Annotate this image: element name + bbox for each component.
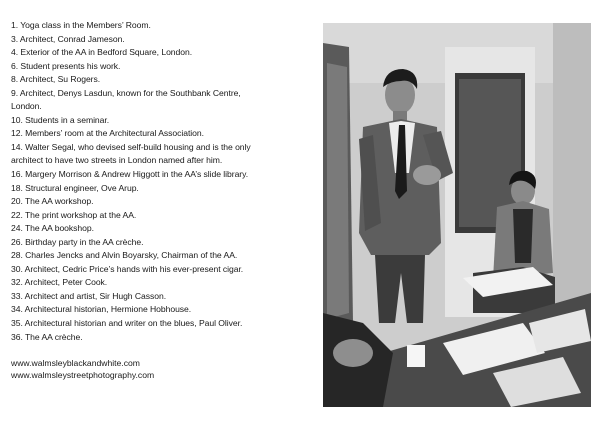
caption-list (11, 19, 311, 344)
caption-line: 36. The AA crèche. (11, 331, 83, 342)
chalkboard-face (327, 63, 349, 319)
caption-line: 6. Student presents his work. (11, 60, 121, 71)
caption-line: 3. Architect, Conrad Jameson. (11, 33, 125, 44)
caption-line: 30. Architect, Cedric Price’s hands with his ever-present cigar. (11, 263, 244, 274)
website-link-blackandwhite[interactable]: www.walmsleyblackandwhite.com (11, 358, 140, 368)
caption-line: London. (11, 101, 42, 112)
website-link-streetphotography[interactable]: www.walmsleystreetphotography.com (11, 369, 155, 380)
caption-line: 28. Charles Jencks and Alvin Boyarsky, Chairman of the AA. (11, 250, 238, 261)
caption-line: 16. Margery Morrison & Andrew Higgott in the AA’s slide library. (11, 169, 249, 180)
website-links (11, 358, 311, 381)
cup (407, 345, 425, 367)
caption-line: 24. The AA bookshop. (11, 223, 94, 234)
caption-line: 8. Architect, Su Rogers. (11, 74, 101, 85)
caption-line: architect to have two streets in London named after him. (11, 155, 223, 166)
caption-line: 18. Structural engineer, Ove Arup. (11, 182, 139, 193)
foreground-hands (333, 339, 373, 367)
caption-line: 20. The AA workshop. (11, 196, 94, 207)
caption-line: 4. Exterior of the AA in Bedford Square, London. (11, 47, 193, 58)
caption-line: 22. The print workshop at the AA. (11, 209, 137, 220)
photograph (323, 23, 591, 407)
caption-line: 26. Birthday party in the AA crèche. (11, 236, 144, 247)
caption-line: 10. Students in a seminar. (11, 114, 110, 125)
caption-line: 12. Members’ room at the Architectural Association. (11, 128, 204, 139)
caption-line: 33. Architect and artist, Sir Hugh Casson. (11, 290, 167, 301)
photograph-illustration (323, 23, 591, 407)
caption-line: 1. Yoga class in the Members’ Room. (11, 20, 151, 30)
caption-line: 35. Architectural historian and writer on the blues, Paul Oliver. (11, 318, 243, 329)
caption-line: 9. Architect, Denys Lasdun, known for the Southbank Centre, (11, 87, 241, 98)
caption-line: 34. Architectural historian, Hermione Hobhouse. (11, 304, 192, 315)
caption-line: 14. Walter Segal, who devised self-build housing and is the only (11, 141, 251, 152)
caption-line: 32. Architect, Peter Cook. (11, 277, 108, 288)
